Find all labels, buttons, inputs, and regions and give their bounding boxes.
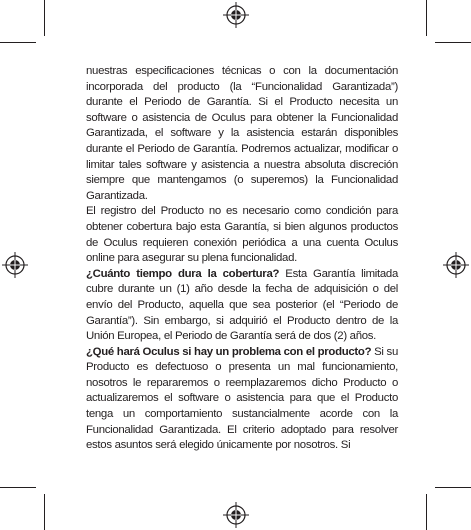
paragraph-product-registration [86, 204, 398, 266]
paragraph-guaranteed-functionality [86, 64, 398, 204]
registration-mark-top [223, 2, 249, 28]
registration-mark-right [443, 252, 469, 278]
paragraph-heading: ¿Cuánto tiempo dura la cobertura? [86, 267, 280, 280]
paragraph-text: Si su Producto es defectuoso o presenta un mal funcionamiento, nosotros le repararemos o reemplazaremos dicho Producto o actualizaremos el software o asistencia para que el Producto tenga un comportamiento sustancialmente acorde con la Funcionalidad Garantizada. El criterio adoptado para resolver estos asuntos será elegido únicamente por nosotros. Si [86, 345, 398, 452]
paragraph-text: El registro del Producto no es necesario como condición para obtener cobertura bajo esta Garantía, si bien algunos productos de Oculus requieren conexión periódica a una cuenta Oculus online para asegurar su plena funcionalidad. [86, 205, 398, 265]
paragraph-coverage-duration [86, 267, 398, 345]
crop-mark-right-top [435, 42, 471, 43]
crop-mark-bottom-left [44, 494, 45, 530]
crop-mark-top-right [426, 0, 427, 36]
registration-mark-bottom [223, 502, 249, 528]
crop-mark-right-bottom [435, 487, 471, 488]
crop-mark-left-bottom [0, 487, 36, 488]
crop-mark-top-left [44, 0, 45, 36]
registration-mark-left [2, 252, 28, 278]
warranty-text-column [86, 64, 398, 454]
paragraph-product-problem [86, 345, 398, 454]
crop-mark-left-top [0, 42, 36, 43]
paragraph-text: nuestras especificaciones técnicas o con la documentación incorporada del producto (la “Funcionalidad Garantizada”) durante el Periodo de Garantía. Si el Producto necesita un software o asistencia de Oculus para obtener la Funcionalidad Garantizada, el software y la asistencia estarán disponibles durante el Periodo de Garantía. Podremos actualizar, modificar o limitar tales software y asistencia a nuestra absoluta discreción siempre que mantengamos (o superemos) la Funcionalidad Garantizada. [86, 65, 398, 202]
crop-mark-bottom-right [426, 494, 427, 530]
paragraph-heading: ¿Qué hará Oculus si hay un problema con el producto? [86, 345, 372, 358]
paragraph-text: Esta Garantía limitada cubre durante un (1) año desde la fecha de adquisición o del envío del Producto, aquella que sea posterior (el “Periodo de Garantía”). Sin embargo, si adquirió el Producto dentro de la Unión Europea, el Periodo de Garantía será de dos (2) años. [86, 267, 398, 343]
